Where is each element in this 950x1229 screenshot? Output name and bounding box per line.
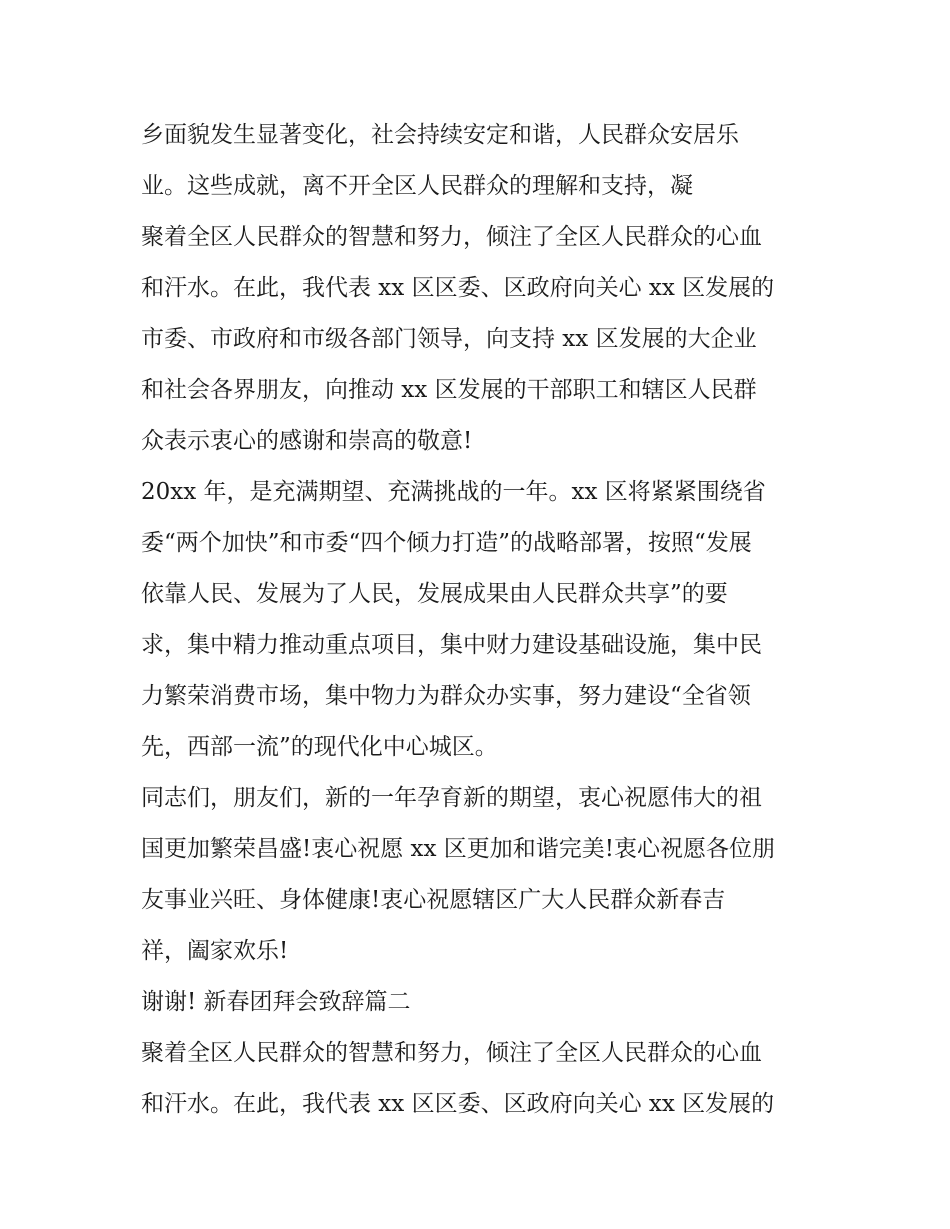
text-line: 众表示衷心的感谢和崇高的敬意! — [141, 428, 473, 454]
text-line: 祥，阖家欢乐! — [141, 938, 289, 964]
text-line: 同志们，朋友们，新的一年孕育新的期望，衷心祝愿伟大的祖 — [141, 785, 762, 811]
text-line: 业。这些成就，离不开全区人民群众的理解和支持，凝 — [141, 173, 693, 199]
section-heading: 谢谢! 新春团拜会致辞篇二 — [141, 989, 411, 1015]
text-line: 委“两个加快”和市委“四个倾力打造”的战略部署，按照“发展 — [141, 530, 752, 556]
text-line: 先，西部一流”的现代化中心城区。 — [141, 734, 498, 760]
text-line: 和汗水。在此，我代表 xx 区区委、区政府向关心 xx 区发展的 — [141, 275, 775, 301]
text-line: 国更加繁荣昌盛!衷心祝愿 xx 区更加和谐完美!衷心祝愿各位朋 — [141, 836, 776, 862]
text-line: 依靠人民、发展为了人民，发展成果由人民群众共享”的要 — [141, 581, 728, 607]
text-line: 聚着全区人民群众的智慧和努力，倾注了全区人民群众的心血 — [141, 224, 762, 250]
text-line: 市委、市政府和市级各部门领导，向支持 xx 区发展的大企业 — [141, 326, 757, 352]
text-line: 聚着全区人民群众的智慧和努力，倾注了全区人民群众的心血 — [141, 1040, 762, 1066]
text-line: 求，集中精力推动重点项目，集中财力建设基础设施，集中民 — [141, 632, 762, 658]
text-line: 和社会各界朋友，向推动 xx 区发展的干部职工和辖区人民群 — [141, 377, 757, 403]
text-line: 20xx 年，是充满期望、充满挑战的一年。xx 区将紧紧围绕省 — [141, 479, 766, 505]
text-line: 和汗水。在此，我代表 xx 区区委、区政府向关心 xx 区发展的 — [141, 1091, 775, 1117]
text-line: 友事业兴旺、身体健康!衷心祝愿辖区广大人民群众新春吉 — [141, 887, 726, 913]
text-line: 乡面貌发生显著变化，社会持续安定和谐，人民群众安居乐 — [141, 122, 739, 148]
text-line: 力繁荣消费市场，集中物力为群众办实事，努力建设“全省领 — [141, 683, 751, 709]
body-text — [141, 110, 821, 1130]
